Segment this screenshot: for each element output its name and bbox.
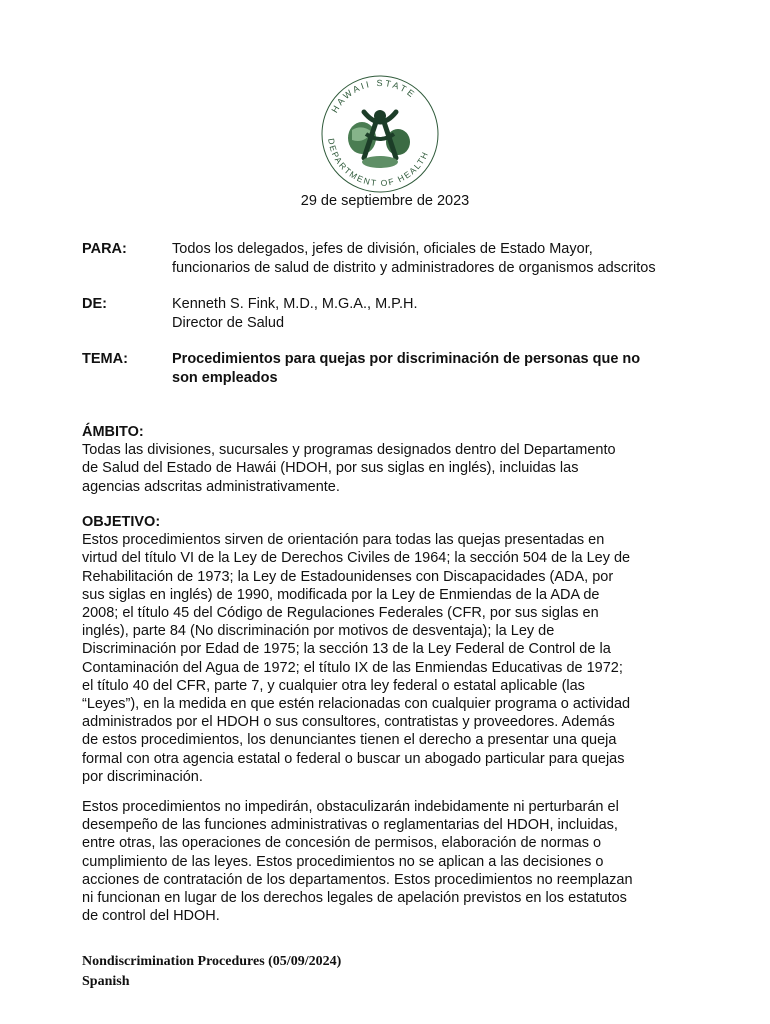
objective-line: formal con otra agencia estatal o federal o buscar un abogado particular para quejas	[82, 750, 625, 767]
objective-line: acciones de contratación de los departamentos. Estos procedimientos no reemplazan	[82, 871, 633, 888]
objective-paragraph-1	[82, 531, 702, 786]
scope-section	[82, 423, 702, 496]
objective-line: 2008; el título 45 del Código de Regulaciones Federales (CFR, por sus siglas en	[82, 605, 599, 622]
footer-document-title: Nondiscrimination Procedures (05/09/2024)	[82, 954, 342, 969]
objective-line: ni funcionan en lugar de los derechos legales de apelación previstos en los estatutos	[82, 890, 627, 907]
svg-text:DEPARTMENT OF HEALTH: DEPARTMENT OF HEALTH	[326, 137, 431, 189]
memo-from-label: DE:	[82, 296, 107, 312]
objective-line: administrados por el HDOH o sus consultores, contratistas y proveedores. Además	[82, 714, 615, 731]
objective-line: de control del HDOH.	[82, 908, 220, 925]
objective-line: Rehabilitación de 1973; la Ley de Estadounidenses con Discapacidades (ADA, por	[82, 568, 614, 585]
hawaii-department-of-health-seal	[318, 72, 442, 196]
memo-to-row	[82, 240, 702, 280]
scope-line: agencias adscritas administrativamente.	[82, 478, 340, 495]
memo-subject-value	[172, 350, 712, 388]
memo-from-line: Director de Salud	[172, 315, 285, 331]
objective-paragraph-2	[82, 798, 702, 925]
memo-to-value	[172, 240, 712, 278]
scope-heading: ÁMBITO:	[82, 424, 144, 440]
memo-subject-label: TEMA:	[82, 351, 128, 367]
objective-paragraph-2-body	[82, 798, 702, 925]
objective-line: virtud del título VI de la Ley de Derechos Civiles de 1964; la sección 504 de la Ley de	[82, 550, 631, 567]
memo-date: 29 de septiembre de 2023	[300, 193, 470, 209]
footer-language: Spanish	[82, 974, 130, 989]
objective-heading: OBJETIVO:	[82, 514, 161, 530]
objective-line: por discriminación.	[82, 768, 203, 785]
objective-line: el título 40 del CFR, parte 7, y cualquier otra ley federal o estatal aplicable (las	[82, 677, 585, 694]
objective-line: Contaminación del Agua de 1972; el título IX de las Enmiendas Educativas de 1972;	[82, 659, 623, 676]
memo-to-line: funcionarios de salud de distrito y administradores de organismos adscritos	[172, 260, 656, 276]
objective-section	[82, 513, 702, 786]
page-footer	[82, 952, 341, 992]
scope-line: de Salud del Estado de Hawái (HDOH, por sus siglas en inglés), incluidas las	[82, 460, 579, 477]
memo-subject-row	[82, 350, 702, 390]
objective-line: Estos procedimientos no impedirán, obstaculizarán indebidamente ni perturbarán el	[82, 799, 619, 815]
memo-from-value	[172, 295, 712, 333]
memo-subject-line: son empleados	[172, 370, 278, 386]
objective-line: desempeño de las funciones administrativas o reglamentarias del HDOH, incluidas,	[82, 817, 618, 834]
objective-line: sus siglas en inglés) de 1990, modificada por la Ley de Enmiendas de la ADA de	[82, 586, 600, 603]
objective-line: de estos procedimientos, los denunciantes tienen el derecho a presentar una queja	[82, 732, 617, 749]
objective-line: Estos procedimientos sirven de orientación para todas las quejas presentadas en	[82, 532, 605, 549]
memo-from-row	[82, 295, 702, 335]
objective-line: cumplimiento de las leyes. Estos procedimientos no se aplican a las decisiones o	[82, 853, 604, 870]
scope-line: Todas las divisiones, sucursales y programas designados dentro del Departamento	[82, 442, 616, 459]
memo-to-line: Todos los delegados, jefes de división, oficiales de Estado Mayor,	[172, 241, 593, 257]
memo-from-line: Kenneth S. Fink, M.D., M.G.A., M.P.H.	[172, 296, 418, 312]
svg-text:HAWAII STATE: HAWAII STATE	[329, 77, 418, 115]
objective-line: “Leyes”), en la medida en que estén relacionadas con cualquier programa o actividad	[82, 696, 631, 713]
memo-subject-line: Procedimientos para quejas por discriminación de personas que no	[172, 351, 641, 367]
scope-paragraph	[82, 441, 702, 496]
objective-line: inglés), parte 84 (No discriminación por motivos de desventaja); la Ley de	[82, 623, 555, 640]
objective-line: Discriminación por Edad de 1975; la sección 13 de la Ley Federal de Control de la	[82, 641, 611, 658]
memo-to-label: PARA:	[82, 241, 127, 257]
objective-line: entre otras, las operaciones de concesión de permisos, elaboración de normas o	[82, 835, 602, 852]
